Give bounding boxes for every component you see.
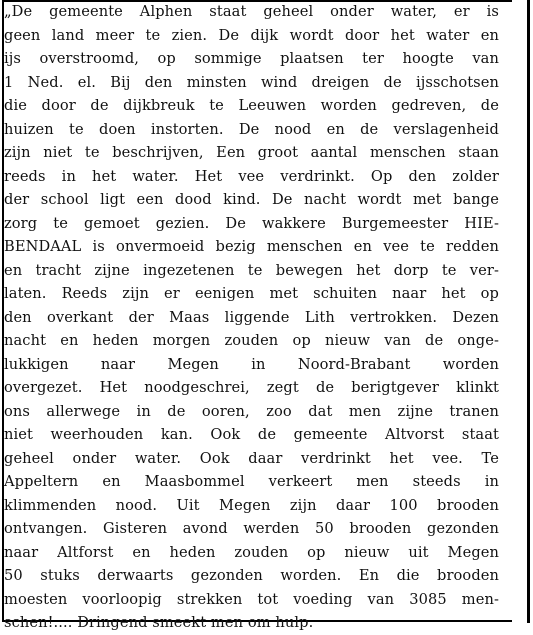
text-line: BENDAAL is onvermoeid bezig menschen en vee te redden [4, 238, 499, 255]
text-line: den overkant der Maas liggende Lith vertrokken. Dezen [4, 308, 499, 326]
text-line: zijn niet te beschrijven, Een groot aantal menschen staan [4, 144, 499, 161]
text-line: der school ligt een dood kind. De nacht wordt met bange [4, 191, 499, 208]
text-line: en tracht zijne ingezetenen te bewegen het dorp te ver- [4, 261, 499, 279]
text-line: „De gemeente Alphen staat geheel onder water, er is [4, 3, 499, 20]
text-line: naar Altforst en heden zouden op nieuw uit Megen [4, 543, 499, 561]
text-line: schen!.... Dringend smeekt men om hulp. [4, 614, 314, 631]
text-line: geheel onder water. Ook daar verdrinkt het vee. Te [4, 449, 499, 467]
text-line: 50 stuks derwaarts gezonden worden. En die brooden [4, 567, 499, 584]
article-text [4, 0, 499, 635]
text-line: lukkigen naar Megen in Noord-Brabant worden [4, 355, 499, 373]
text-line: reeds in het water. Het vee verdrinkt. Op den zolder [4, 167, 499, 185]
text-line: laten. Reeds zijn er eenigen met schuiten naar het op [4, 285, 499, 302]
text-line: moesten voorloopig strekken tot voeding van 3085 men- [4, 590, 499, 608]
text-line: huizen te doen instorten. De nood en de verslagenheid [4, 120, 499, 138]
text-line: klimmenden nood. Uit Megen zijn daar 100 brooden [4, 496, 499, 514]
text-line: geen land meer te zien. De dijk wordt door het water en [4, 26, 499, 44]
text-line: zorg te gemoet gezien. De wakkere Burgemeester HIE- [4, 214, 499, 232]
text-line: niet weerhouden kan. Ook de gemeente Altvorst staat [4, 426, 499, 443]
text-line: ontvangen. Gisteren avond werden 50 brooden gezonden [4, 520, 499, 537]
text-line: Appeltern en Maasbommel verkeert men steeds in [4, 473, 499, 490]
text-line: ons allerwege in de ooren, zoo dat men zijne tranen [4, 402, 499, 420]
text-line: overgezet. Het noodgeschrei, zegt de berigtgever klinkt [4, 379, 499, 396]
text-line: ijs overstroomd, op sommige plaatsen ter hoogte van [4, 50, 499, 67]
right-border-rule [527, 0, 530, 623]
text-line: nacht en heden morgen zouden op nieuw van de onge- [4, 332, 499, 349]
text-line: 1 Ned. el. Bij den minsten wind dreigen de ijsschotsen [4, 73, 499, 91]
text-line: die door de dijkbreuk te Leeuwen worden gedreven, de [4, 97, 499, 114]
